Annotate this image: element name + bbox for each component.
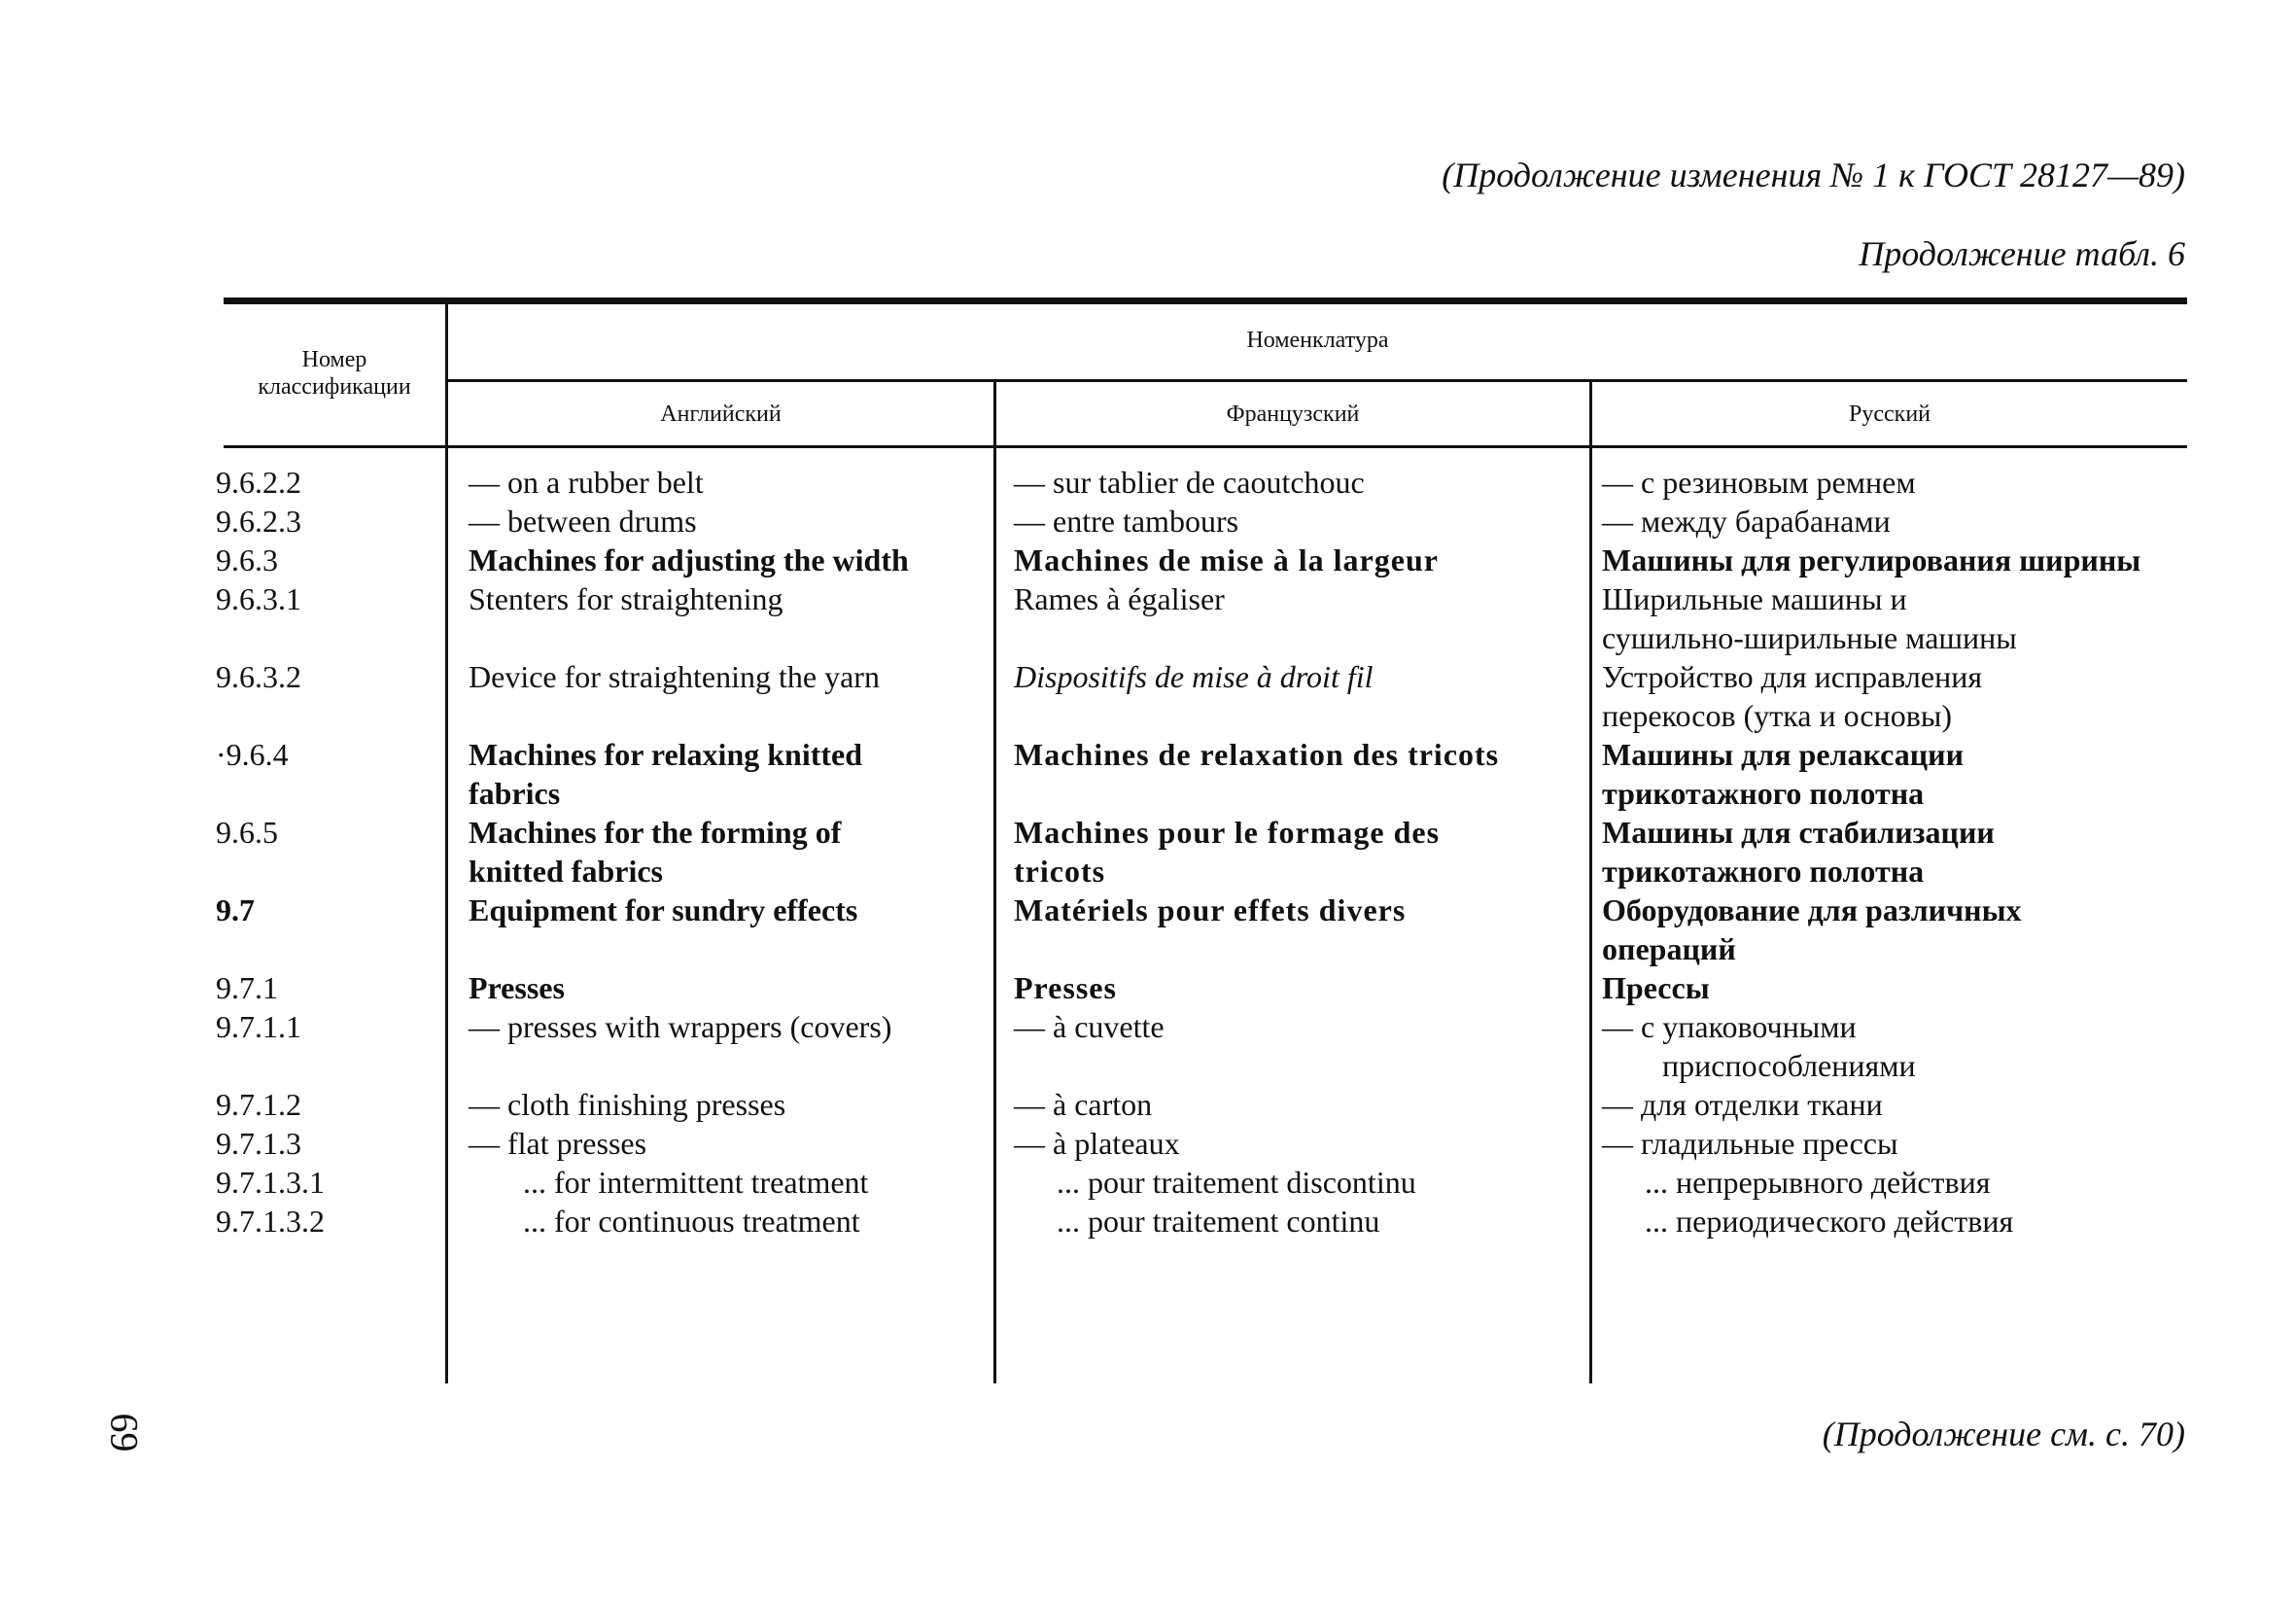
row-russian-line2: сушильно-ширильные машины bbox=[1602, 620, 2017, 655]
row-number: 9.6.5 bbox=[216, 815, 278, 850]
row-french: — sur tablier de caoutchouc bbox=[1014, 465, 1365, 500]
row-russian: — с резиновым ремнем bbox=[1602, 465, 1916, 500]
row-english: Device for straightening the yarn bbox=[469, 659, 880, 694]
row-english: ... for intermittent treatment bbox=[523, 1165, 869, 1200]
row-english: Machines for relaxing knitted bbox=[469, 737, 863, 772]
row-english: — between drums bbox=[469, 504, 697, 539]
row-english: ... for continuous treatment bbox=[523, 1204, 860, 1239]
row-number: ·9.6.4 bbox=[216, 737, 289, 772]
page-number: 69 bbox=[102, 1413, 147, 1452]
row-russian-line2: приспособлениями bbox=[1662, 1048, 1916, 1083]
row-french: Dispositifs de mise à droit fil bbox=[1014, 659, 1374, 694]
row-number: 9.7.1.3 bbox=[216, 1126, 301, 1161]
table-continuation-label: Продолжение табл. 6 bbox=[1859, 234, 2185, 273]
row-english: Machines for the forming of bbox=[469, 815, 842, 850]
row-russian: ... непрерывного действия bbox=[1645, 1165, 1991, 1200]
row-french: Presses bbox=[1014, 970, 1117, 1005]
row-number: 9.7.1.1 bbox=[216, 1009, 301, 1044]
row-english: Equipment for sundry effects bbox=[469, 892, 858, 927]
header-russian: Русский bbox=[1849, 402, 1931, 427]
row-french: Machines pour le formage des bbox=[1014, 815, 1441, 850]
row-number: 9.6.3 bbox=[216, 542, 278, 577]
nomenclature-rule bbox=[447, 379, 2187, 382]
row-french: ... pour traitement continu bbox=[1057, 1204, 1380, 1239]
row-russian: ... периодического действия bbox=[1645, 1204, 2014, 1239]
row-french: Matériels pour effets divers bbox=[1014, 892, 1407, 927]
row-french: — à cuvette bbox=[1014, 1009, 1165, 1044]
row-number: 9.6.3.2 bbox=[216, 659, 301, 694]
row-number: 9.7.1.2 bbox=[216, 1087, 301, 1122]
row-russian: — для отделки ткани bbox=[1602, 1087, 1883, 1122]
header-english: Английский bbox=[660, 402, 782, 427]
row-english: — on a rubber belt bbox=[469, 465, 704, 500]
row-french-line2: tricots bbox=[1014, 854, 1106, 889]
row-english-line2: knitted fabrics bbox=[469, 854, 663, 889]
row-english: Stenters for straightening bbox=[469, 581, 783, 616]
row-number: 9.7.1.3.1 bbox=[216, 1165, 325, 1200]
table-header-rule bbox=[224, 445, 2187, 448]
header-number bbox=[224, 346, 445, 401]
continuation-note: (Продолжение см. с. 70) bbox=[1822, 1415, 2185, 1453]
row-french: Machines de relaxation des tricots bbox=[1014, 737, 1500, 772]
table-top-rule bbox=[224, 297, 2187, 304]
column-divider bbox=[445, 297, 448, 1383]
row-russian-line2: операций bbox=[1602, 931, 1736, 966]
row-russian: Машины для стабилизации bbox=[1602, 815, 1995, 850]
header-number-line2: классификации bbox=[258, 374, 411, 400]
row-russian: Ширильные машины и bbox=[1602, 581, 1907, 616]
column-divider bbox=[993, 381, 996, 1383]
row-russian: — между барабанами bbox=[1602, 504, 1891, 539]
row-number: 9.7.1 bbox=[216, 970, 278, 1005]
row-french: Machines de mise à la largeur bbox=[1014, 542, 1439, 577]
row-russian: Машины для регулирования ширины bbox=[1602, 542, 2141, 577]
row-russian: Устройство для исправления bbox=[1602, 659, 1983, 694]
row-number: 9.7 bbox=[216, 892, 255, 927]
row-english-line2: fabrics bbox=[469, 776, 561, 811]
header-number-line1: Номер bbox=[301, 347, 367, 372]
header-french: Французский bbox=[1226, 402, 1360, 427]
row-english: — flat presses bbox=[469, 1126, 647, 1161]
row-french: ... pour traitement discontinu bbox=[1057, 1165, 1416, 1200]
row-russian-line2: перекосов (утка и основы) bbox=[1602, 698, 1952, 733]
row-russian: Оборудование для различных bbox=[1602, 892, 2022, 927]
row-number: 9.6.2.2 bbox=[216, 465, 301, 500]
row-russian-line2: трикотажного полотна bbox=[1602, 854, 1925, 889]
row-russian: — гладильные прессы bbox=[1602, 1126, 1898, 1161]
row-english: Presses bbox=[469, 970, 565, 1005]
row-russian: — с упаковочными bbox=[1602, 1009, 1857, 1044]
column-divider bbox=[1589, 381, 1592, 1383]
row-french: — à plateaux bbox=[1014, 1126, 1180, 1161]
row-french: — à carton bbox=[1014, 1087, 1153, 1122]
document-reference: (Продолжение изменения № 1 к ГОСТ 28127—89) bbox=[1442, 156, 2185, 194]
row-russian-line2: трикотажного полотна bbox=[1602, 776, 1925, 811]
row-french: — entre tambours bbox=[1014, 504, 1239, 539]
row-english: — cloth finishing presses bbox=[469, 1087, 786, 1122]
row-number: 9.6.3.1 bbox=[216, 581, 301, 616]
row-french: Rames à égaliser bbox=[1014, 581, 1225, 616]
row-english: Machines for adjusting the width bbox=[469, 542, 909, 577]
row-number: 9.6.2.3 bbox=[216, 504, 301, 539]
row-english: — presses with wrappers (covers) bbox=[469, 1009, 892, 1044]
row-russian: Прессы bbox=[1602, 970, 1710, 1005]
row-number: 9.7.1.3.2 bbox=[216, 1204, 325, 1239]
row-russian: Машины для релаксации bbox=[1602, 737, 1965, 772]
header-nomenclature: Номенклатура bbox=[1246, 328, 1389, 353]
